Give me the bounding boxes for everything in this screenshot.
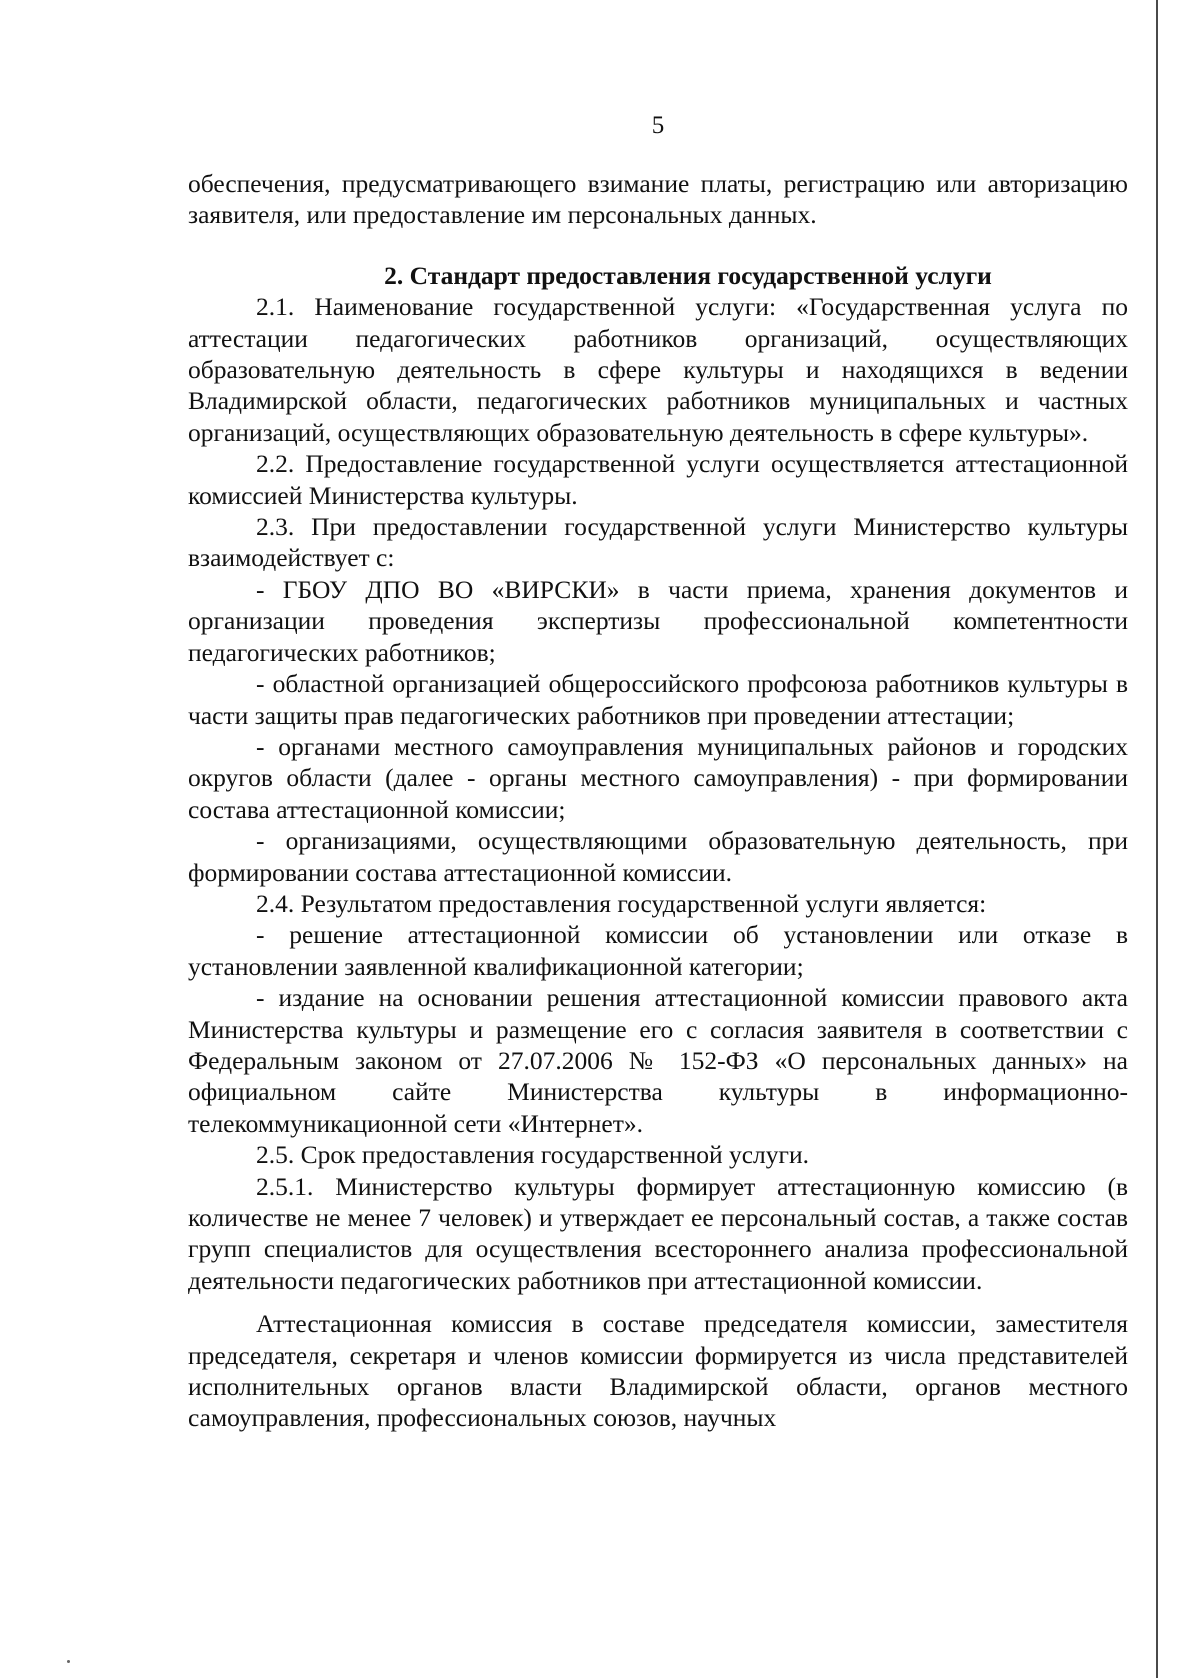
list-item-decision: - решение аттестационной комиссии об установлении или отказе в установлении заявленной квалификационной категории; (188, 920, 1128, 981)
paragraph-2-4: 2.4. Результатом предоставления государственной услуги является: (256, 888, 987, 918)
paragraph-2-2: 2.2. Предоставление государственной услуги осуществляется аттестационной комиссией Министерства культуры. (188, 449, 1128, 510)
page-number: 5 (651, 112, 665, 139)
paragraph-2-1: 2.1. Наименование государственной услуги: «Государственная услуга по аттестации педагогических работников организаций, осуществляющих образовательную деятельность в сфере культуры и находящихся в ведении Владимирской области, педагогических работников муниципальных и частных организаций, осуществляющих образовательную деятельность в сфере культуры». (188, 292, 1128, 447)
scan-speck (67, 1660, 70, 1663)
list-item-legal-act: - издание на основании решения аттестационной комиссии правового акта Министерства культуры и размещение его с согласия заявителя в соответствии с Федеральным законом от 27.07.2006 № 152-ФЗ «О персональных данных» на официальном сайте Министерства культуры в информационно-телекоммуникационной сети «Интернет». (188, 983, 1128, 1138)
paragraph-continuation: обеспечения, предусматривающего взимание платы, регистрацию или авторизацию заявителя, или предоставление им персональных данных. (188, 169, 1128, 230)
scan-edge-line (1156, 0, 1158, 1678)
list-item-virski: - ГБОУ ДПО ВО «ВИРСКИ» в части приема, хранения документов и организации проведения экспертизы профессиональной компетентности педагогических работников; (188, 574, 1128, 667)
paragraph-2-5-1: 2.5.1. Министерство культуры формирует аттестационную комиссию (в количестве не менее 7 человек) и утверждает ее персональный состав, а также состав групп специалистов для осуществления всестороннего анализа профессиональной деятельности педагогических работников при аттестационной комиссии. (188, 1171, 1128, 1295)
list-item-organizations: - организациями, осуществляющими образовательную деятельность, при формировании состава аттестационной комиссии. (188, 826, 1128, 887)
paragraph-2-5: 2.5. Срок предоставления государственной услуги. (256, 1140, 810, 1170)
paragraph-commission-composition: Аттестационная комиссия в составе председателя комиссии, заместителя председателя, секретаря и членов комиссии формируется из числа представителей исполнительных органов власти Владимирской области, органов местного самоуправления, профессиональных союзов, научных (188, 1309, 1128, 1433)
list-item-trade-union: - областной организацией общероссийского профсоюза работников культуры в части защиты прав педагогических работников при проведении аттестации; (188, 669, 1128, 730)
list-item-local-government: - органами местного самоуправления муниципальных районов и городских округов области (далее - органы местного самоуправления) - при формировании состава аттестационной комиссии; (188, 731, 1128, 824)
paragraph-2-3: 2.3. При предоставлении государственной услуги Министерство культуры взаимодействует с: (188, 512, 1128, 573)
document-body (188, 168, 1128, 1434)
section-heading: 2. Стандарт предоставления государственной услуги (384, 260, 992, 290)
